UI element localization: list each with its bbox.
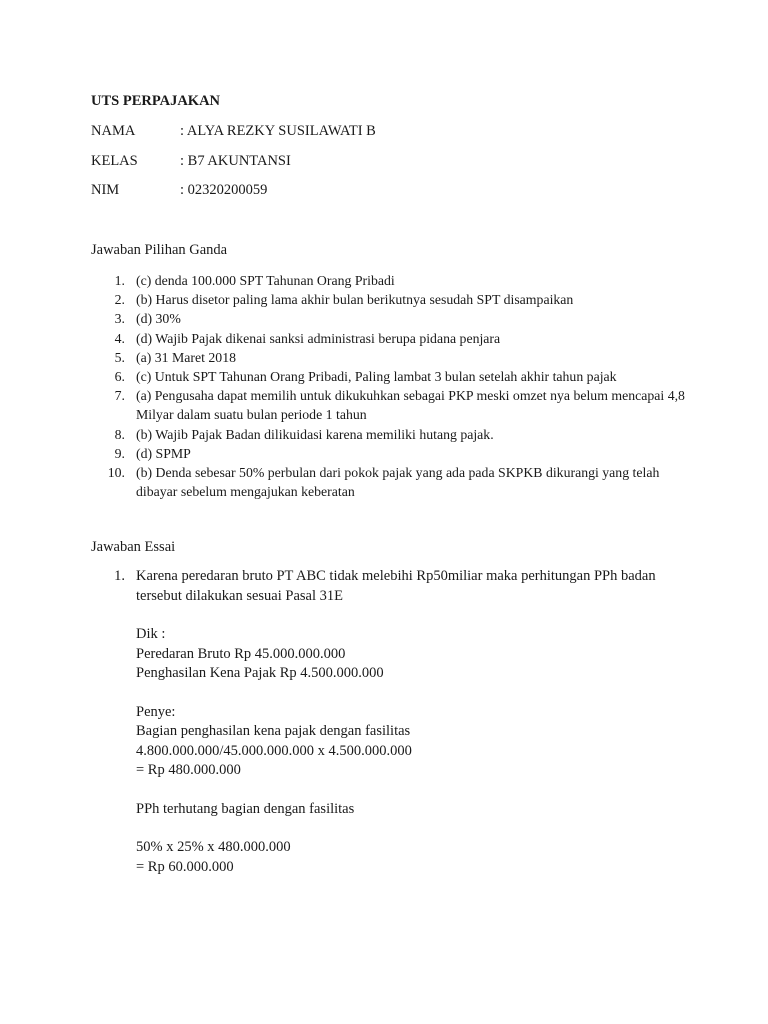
essay-intro-line: Karena peredaran bruto PT ABC tidak melebihi Rp50miliar maka perhitungan PPh badan (136, 568, 656, 584)
info-label: NAMA (91, 123, 136, 139)
list-item (91, 329, 691, 348)
list-item (91, 290, 691, 309)
penye-line: Bagian penghasilan kena pajak dengan fasilitas (136, 723, 411, 739)
answer-text: (b) Harus disetor paling lama akhir bulan berikutnya sesudah SPT disampaikan (136, 292, 574, 308)
essay-answer (91, 567, 691, 877)
document-title: UTS PERPAJAKAN (91, 93, 221, 109)
dik-line: Peredaran Bruto Rp 45.000.000.000 (136, 645, 346, 662)
list-number: 10. (107, 465, 125, 481)
list-number: 1. (114, 568, 125, 584)
pph-line: = Rp 60.000.000 (136, 858, 234, 875)
info-label: NIM (91, 182, 120, 198)
penye-label: Penye: (136, 703, 176, 720)
answer-text: (c) Untuk SPT Tahunan Orang Pribadi, Paling lambat 3 bulan setelah akhir tahun pajak (136, 369, 617, 385)
answer-text: (d) 30% (136, 311, 181, 327)
list-item (91, 386, 691, 424)
info-value: : 02320200059 (180, 182, 268, 198)
answer-text: (c) denda 100.000 SPT Tahunan Orang Pribadi (136, 273, 395, 288)
list-item (91, 271, 691, 290)
essay-item (91, 567, 691, 877)
answer-text: (b) Wajib Pajak Badan dilikuidasi karena memiliki hutang pajak. (136, 426, 494, 442)
list-number: 6. (114, 369, 125, 385)
list-item (91, 309, 691, 328)
list-number: 1. (114, 273, 125, 288)
pph-line: 50% x 25% x 480.000.000 (136, 839, 291, 855)
pph-label: PPh terhutang bagian dengan fasilitas (136, 800, 355, 817)
answer-text: (a) 31 Maret 2018 (136, 349, 236, 365)
list-number: 4. (114, 330, 125, 346)
multiple-choice-list (91, 271, 691, 501)
penye-line: 4.800.000.000/45.000.000.000 x 4.500.000.000 (136, 742, 412, 759)
list-number: 2. (114, 292, 125, 308)
penye-line: = Rp 480.000.000 (136, 762, 241, 778)
list-item (91, 425, 691, 444)
answer-text: (a) Pengusaha dapat memilih untuk dikukuhkan sebagai PKP meski omzet nya belum mencapai 4,8 Milyar dalam suatu bulan periode 1 tahun (136, 388, 685, 423)
list-number: 5. (114, 349, 125, 365)
info-row-kelas (91, 153, 291, 170)
answer-text: (b) Denda sebesar 50% perbulan dari pokok pajak yang ada pada SKPKB dikurangi yang telah dibayar sebelum mengajukan keberatan (136, 465, 660, 500)
multiple-choice-heading: Jawaban Pilihan Ganda (91, 242, 228, 258)
list-number: 8. (114, 426, 125, 442)
list-item (91, 463, 691, 501)
dik-label: Dik : (136, 626, 166, 642)
list-number: 3. (114, 311, 125, 327)
list-number: 7. (114, 388, 125, 404)
info-row-nim (91, 182, 267, 199)
info-value: : ALYA REZKY SUSILAWATI B (180, 123, 376, 139)
list-item (91, 367, 691, 386)
list-item (91, 444, 691, 463)
essay-heading: Jawaban Essai (91, 539, 176, 555)
info-row-nama (91, 123, 376, 140)
list-number: 9. (114, 445, 125, 461)
info-value: : B7 AKUNTANSI (180, 153, 291, 169)
info-label: KELAS (91, 153, 138, 169)
list-item (91, 348, 691, 367)
answer-text: (d) SPMP (136, 445, 191, 461)
dik-line: Penghasilan Kena Pajak Rp 4.500.000.000 (136, 665, 384, 681)
answer-text: (d) Wajib Pajak dikenai sanksi administrasi berupa pidana penjara (136, 330, 501, 346)
essay-intro-line: tersebut dilakukan sesuai Pasal 31E (136, 587, 343, 604)
